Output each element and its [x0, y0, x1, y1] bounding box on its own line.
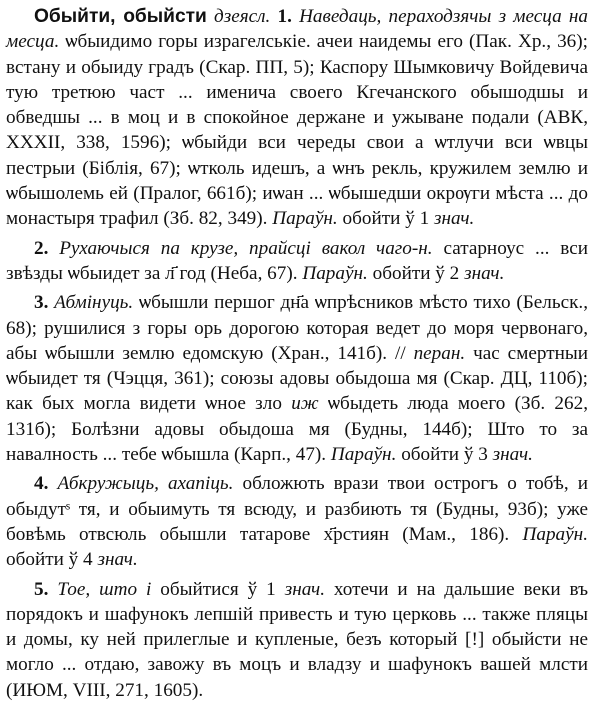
- sense-abbrev: знач.: [492, 444, 533, 466]
- sense-abbrev: знач.: [433, 208, 475, 230]
- cross-ref: обойти ў 1: [337, 208, 434, 230]
- definition-5: [6, 577, 588, 703]
- citations: ѡбыдеть люда моего (Зб. 262, 131б); Болѣзни адовы обыдоша мя (Будны, 144б); Што то за навалность ... тебе ѡбышла (Карп., 47).: [6, 393, 588, 466]
- citations: ѡбышли першог дн҃а ѡпрѣсников мѣсто тихо (Бельск., 68); рушилися з горы орь дорогою которая ведет до моря червонаго, абы ѡбышли землю едомскую (Хран., 141б). //: [6, 292, 588, 364]
- sense-number: 2.: [34, 237, 49, 259]
- definition-1: [6, 4, 588, 232]
- italic-word: иж: [291, 393, 319, 415]
- part-of-speech: дзеясл.: [214, 6, 271, 27]
- sense-number: 4.: [34, 473, 49, 495]
- cross-ref-label: Параўн.: [272, 208, 338, 230]
- cross-ref-label: Параўн.: [330, 444, 397, 466]
- cross-ref: обойти ў 2: [367, 262, 465, 284]
- citations: час смертныи ѡбыидет тя (Чэцця, 361); союзы адовы обыдоша мя (Скар. ДЦ, 110б); как бых могла видети ѡное зло: [6, 342, 589, 415]
- sense-abbrev: знач.: [464, 262, 505, 284]
- cross-ref-label: Параўн.: [302, 262, 368, 284]
- sense-abbrev: знач.: [97, 549, 138, 571]
- headword: Обыйти, обыйсти: [34, 6, 207, 27]
- cross-ref-label: Параўн.: [522, 523, 588, 545]
- citations: хотечи и на дальшие веки въ порядокъ и шафунокъ лепшій привесть и тую церковь ... также пляцы и домы, ку ней прилеглые и купленые, безъ который [!] обыйсти не могло ... отдаю, завожу въ моцъ и владзу и шафунокъ вашей млсти (ИЮМ, VIII, 271, 1605).: [6, 578, 589, 701]
- sense-abbrev: знач.: [284, 578, 325, 600]
- sense-number: 5.: [34, 578, 49, 600]
- gloss: Абмінуць.: [54, 292, 134, 314]
- gloss: Абкружыць, ахапіць.: [57, 473, 234, 495]
- cross-ref: обыйтися ў 1: [151, 578, 285, 600]
- figurative-label: перан.: [413, 342, 466, 364]
- cross-ref: обойти ў 4: [6, 549, 98, 571]
- citations: ѡбыидимо горы израгелськіе. ачеи наидемы его (Пак. Хр., 36); встану и обыиду градъ (Скар. ПП, 5); Каспору Шымковичу Войдевича тую третюю част ... именича своего Кгечанского обышодшы и обведшы ... в моц и в спокойное держане и ужыване подали (АВК, XXXII, 338, 1596); ѡбыйди вси череды свои а ѡтлучи вси ѡвцы пестрыи (Біблія, 67); ѡтколь идешъ, а ѡнъ рекль, кружилем землю и ѡбышолемь ей (Пралог, 661б); иѡан ... ѡбышедши окрѹги мѣста ... до монастыря трафил (Зб. 82, 349).: [6, 31, 588, 230]
- definition-3: [6, 290, 588, 467]
- cross-ref: обойти ў 3: [396, 444, 493, 466]
- citations: обложють врази твои острогъ о тобѣ, и обыдутˢ тя, и обыимуть тя всюду, и разбиють тя (Будны, 93б); уже бовѣмь отвсюль обышли татарове х҃рстиян (Мам., 186).: [6, 473, 588, 545]
- sense-number: 1.: [277, 6, 292, 27]
- gloss: Наведаць, пераходзячы з месца на месца.: [6, 6, 589, 53]
- definition-2: [6, 236, 588, 287]
- gloss: Рухаючыся па крузе, прайсці вакол чаго-н.: [59, 237, 433, 259]
- definition-4: [6, 471, 588, 572]
- citations: сатарноус ... вси звѣзды ѡбыидет за л҃ год (Неба, 67).: [6, 237, 588, 284]
- sense-number: 3.: [34, 292, 49, 314]
- gloss: Тое, што і: [57, 578, 152, 600]
